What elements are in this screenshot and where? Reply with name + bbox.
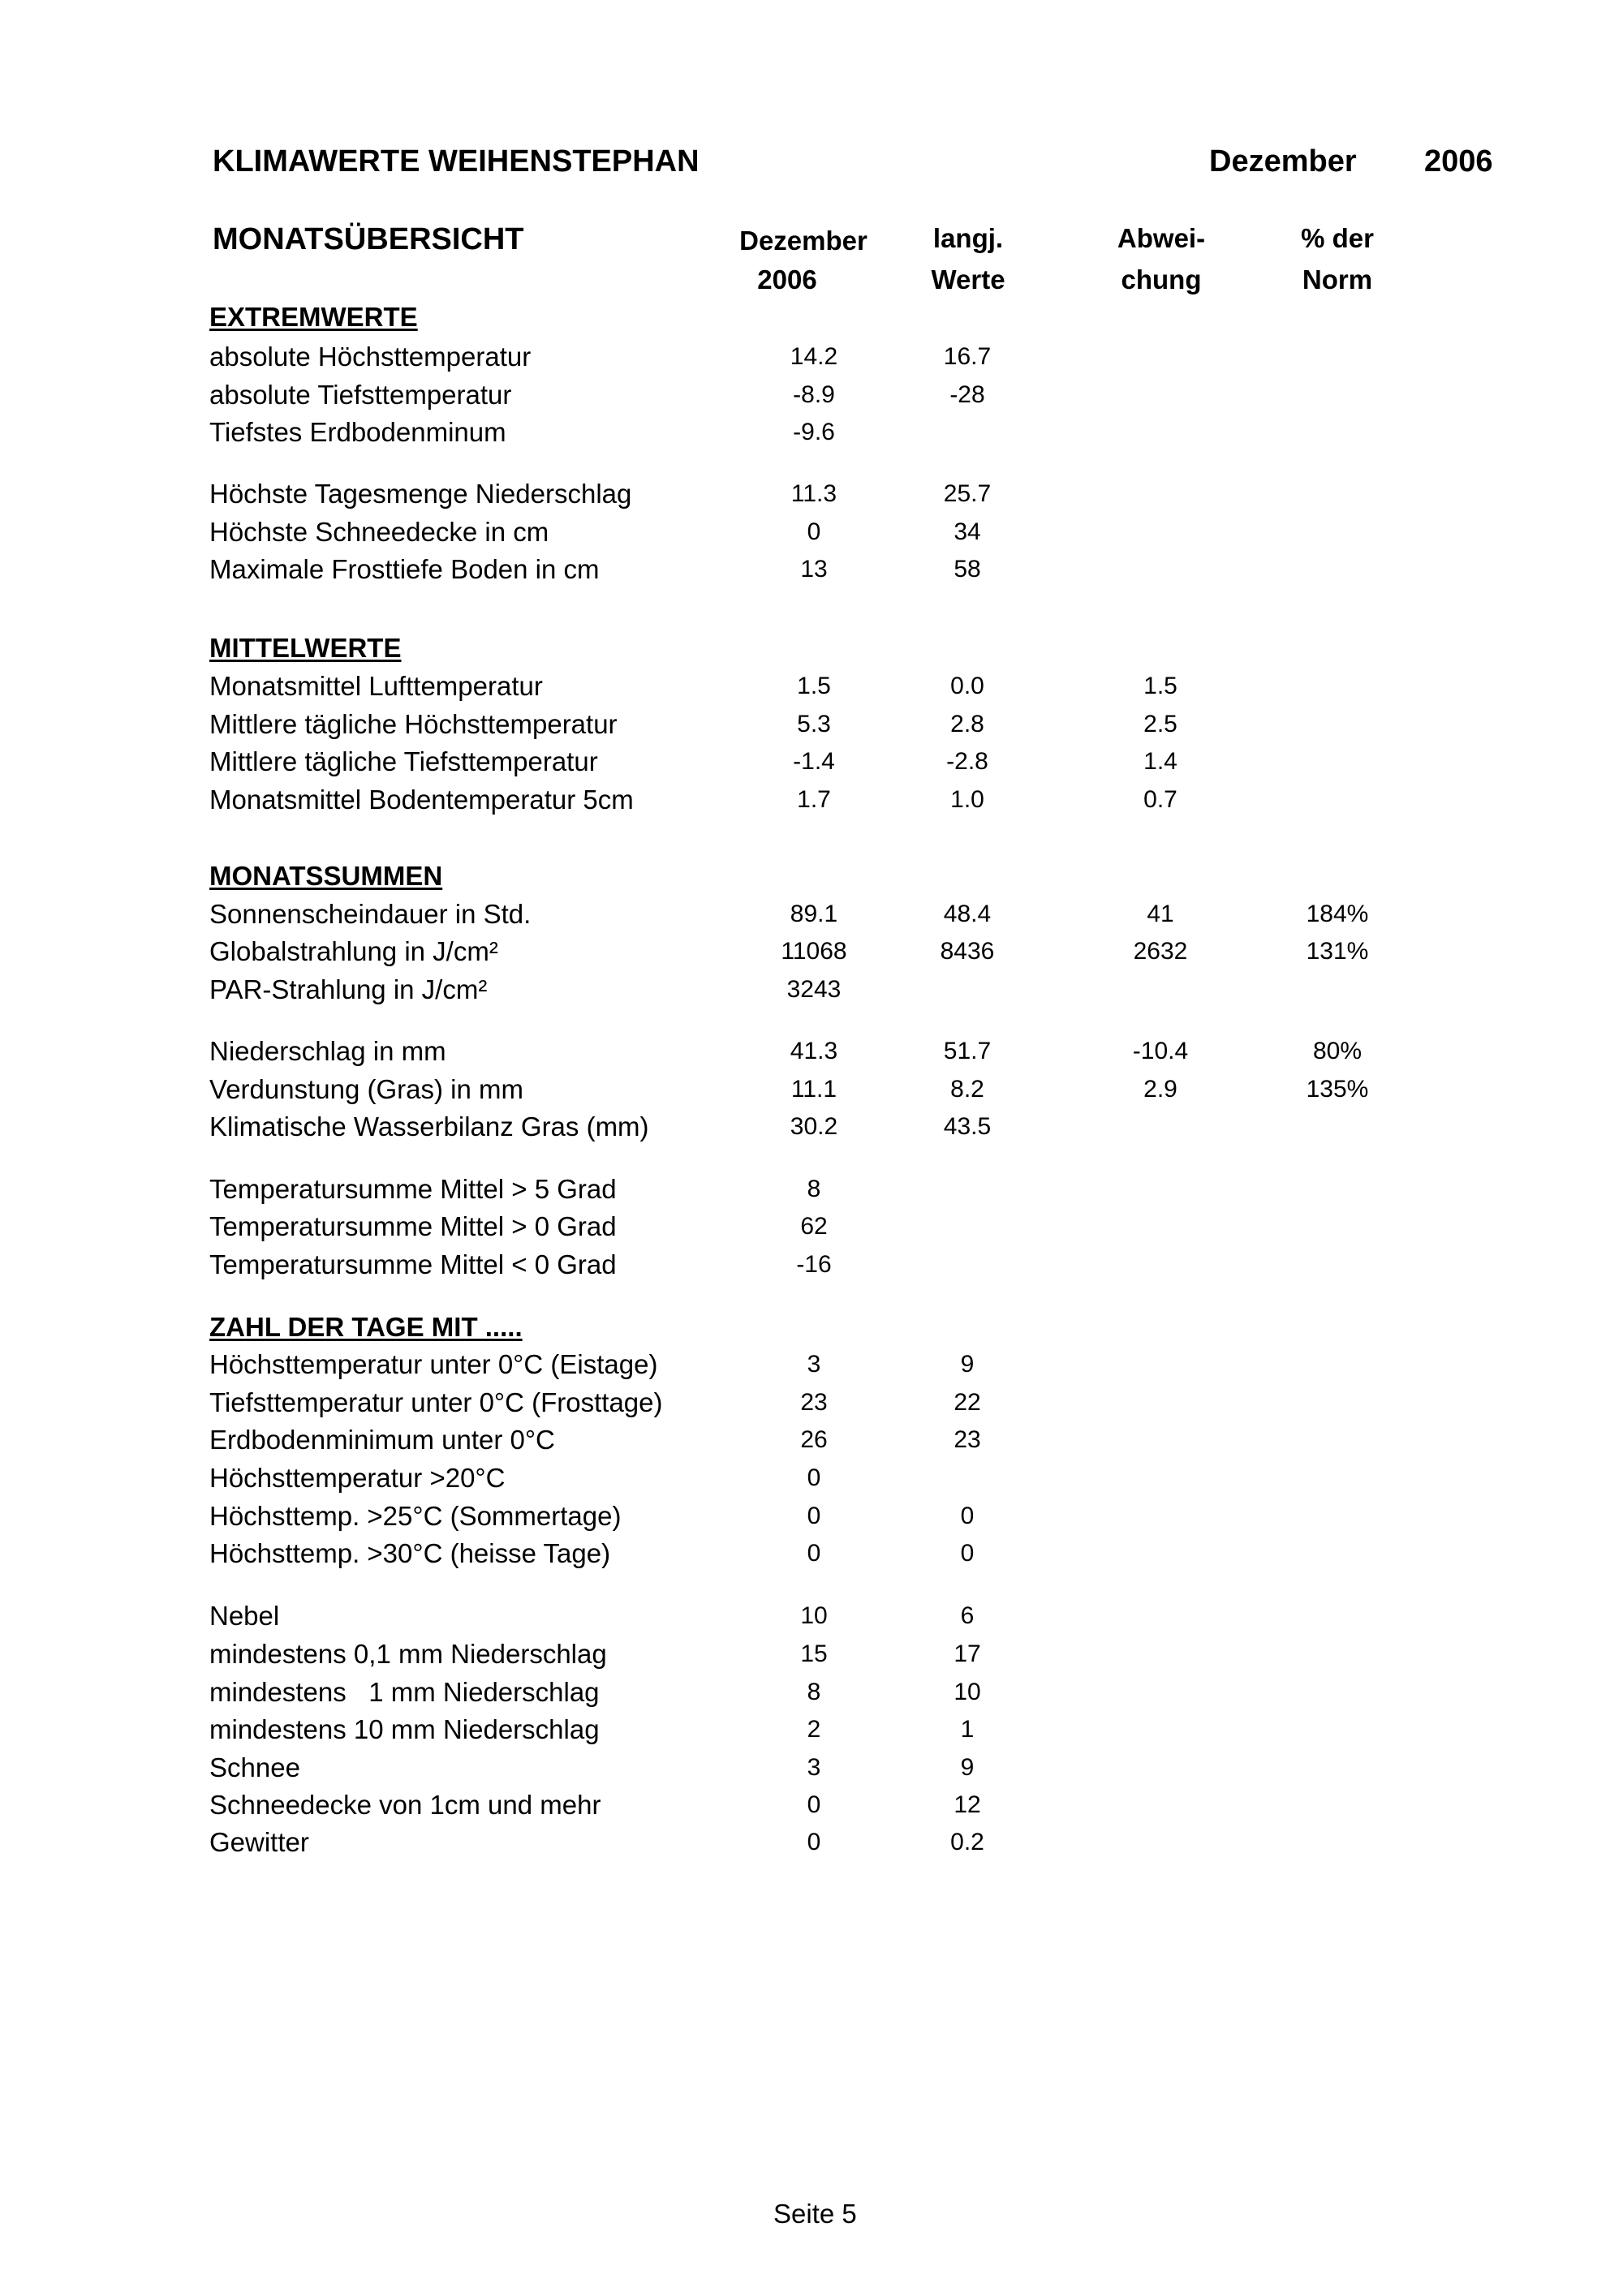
cell-v1: -16 xyxy=(796,1251,832,1278)
cell-v4: 135% xyxy=(1306,1076,1369,1103)
row-label: mindestens 1 mm Niederschlag xyxy=(209,1677,600,1707)
page-number: Seite 5 xyxy=(773,2199,857,2229)
cell-v2: 1.0 xyxy=(950,786,984,813)
cell-v1: -1.4 xyxy=(793,748,835,775)
row-label: Temperatursumme Mittel < 0 Grad xyxy=(209,1249,617,1279)
col-header-percent-line1: % der xyxy=(1301,223,1374,253)
col-header-month-line2: 2006 xyxy=(757,264,817,295)
cell-v1: 3 xyxy=(807,1351,821,1378)
row-label: Tiefsttemperatur unter 0°C (Frosttage) xyxy=(209,1387,663,1417)
section-heading: MONATSSUMMEN xyxy=(209,861,443,891)
section-heading: MITTELWERTE xyxy=(209,633,402,663)
cell-v3: 2.5 xyxy=(1143,711,1177,737)
cell-v1: 89.1 xyxy=(790,901,838,927)
row-label: Maximale Frosttiefe Boden in cm xyxy=(209,554,600,584)
cell-v2: 10 xyxy=(954,1679,981,1705)
row-label: Schnee xyxy=(209,1752,300,1782)
row-label: Höchsttemp. >30°C (heisse Tage) xyxy=(209,1538,611,1568)
cell-v2: 9 xyxy=(960,1754,975,1781)
section-heading: ZAHL DER TAGE MIT ..... xyxy=(209,1312,523,1342)
row-label: Temperatursumme Mittel > 5 Grad xyxy=(209,1174,617,1204)
col-header-longterm-line2: Werte xyxy=(931,264,1005,295)
row-label: absolute Höchsttemperatur xyxy=(209,342,532,372)
cell-v1: 30.2 xyxy=(790,1113,838,1140)
cell-v1: 0 xyxy=(807,1464,821,1491)
row-label: mindestens 0,1 mm Niederschlag xyxy=(209,1639,607,1669)
cell-v3: -10.4 xyxy=(1132,1038,1189,1064)
row-label: Höchste Tagesmenge Niederschlag xyxy=(209,479,632,509)
cell-v3: 41 xyxy=(1147,901,1174,927)
row-label: absolute Tiefsttemperatur xyxy=(209,380,512,410)
row-label: Höchsttemperatur >20°C xyxy=(209,1463,506,1493)
col-header-deviation-line1: Abwei- xyxy=(1117,223,1206,253)
cell-v4: 80% xyxy=(1312,1038,1363,1064)
cell-v1: 3 xyxy=(807,1754,821,1781)
row-label: mindestens 10 mm Niederschlag xyxy=(209,1714,600,1744)
row-label: Verdunstung (Gras) in mm xyxy=(209,1074,523,1104)
cell-v1: 0 xyxy=(807,1791,821,1818)
cell-v2: 0.0 xyxy=(950,673,984,699)
row-label: Sonnenscheindauer in Std. xyxy=(209,899,532,929)
cell-v1: 11068 xyxy=(781,938,847,965)
cell-v2: 1 xyxy=(960,1716,975,1743)
row-label: Gewitter xyxy=(209,1827,309,1857)
cell-v2: 34 xyxy=(954,518,981,545)
cell-v4: 131% xyxy=(1306,938,1369,965)
cell-v2: 25.7 xyxy=(943,480,992,507)
report-month: Dezember xyxy=(1209,144,1357,178)
page-title: KLIMAWERTE WEIHENSTEPHAN xyxy=(213,144,700,178)
row-label: Klimatische Wasserbilanz Gras (mm) xyxy=(209,1111,649,1142)
row-label: Temperatursumme Mittel > 0 Grad xyxy=(209,1211,617,1241)
cell-v3: 1.4 xyxy=(1143,748,1177,775)
row-label: Mittlere tägliche Höchsttemperatur xyxy=(209,709,618,739)
cell-v2: 51.7 xyxy=(943,1038,992,1064)
cell-v1: 41.3 xyxy=(790,1038,838,1064)
cell-v1: 10 xyxy=(800,1602,828,1629)
cell-v1: 13 xyxy=(800,556,828,583)
cell-v1: 23 xyxy=(800,1389,828,1416)
cell-v2: 8.2 xyxy=(950,1076,984,1103)
cell-v2: -28 xyxy=(949,381,985,408)
cell-v1: 0 xyxy=(807,518,821,545)
cell-v2: 17 xyxy=(954,1640,981,1667)
cell-v1: 11.1 xyxy=(790,1076,837,1103)
cell-v1: 15 xyxy=(800,1640,828,1667)
cell-v1: 26 xyxy=(800,1426,828,1453)
row-label: Höchste Schneedecke in cm xyxy=(209,517,549,547)
cell-v2: 16.7 xyxy=(943,343,992,370)
cell-v4: 184% xyxy=(1306,901,1369,927)
col-header-percent-line2: Norm xyxy=(1302,264,1373,295)
col-header-month-line1: Dezember xyxy=(739,226,867,256)
row-label: Höchsttemp. >25°C (Sommertage) xyxy=(209,1501,622,1531)
cell-v2: 6 xyxy=(960,1602,975,1629)
cell-v2: 0.2 xyxy=(950,1829,984,1855)
cell-v1: 2 xyxy=(807,1716,821,1743)
cell-v1: 0 xyxy=(807,1829,821,1855)
cell-v1: 3243 xyxy=(786,976,842,1003)
cell-v1: 1.7 xyxy=(797,786,831,813)
cell-v3: 0.7 xyxy=(1143,786,1177,813)
section-heading: EXTREMWERTE xyxy=(209,302,418,332)
row-label: Monatsmittel Lufttemperatur xyxy=(209,671,543,701)
cell-v1: 1.5 xyxy=(797,673,831,699)
row-label: Niederschlag in mm xyxy=(209,1036,446,1066)
row-label: Schneedecke von 1cm und mehr xyxy=(209,1790,601,1820)
cell-v3: 1.5 xyxy=(1143,673,1177,699)
page-subtitle: MONATSÜBERSICHT xyxy=(213,222,524,256)
row-label: PAR-Strahlung in J/cm² xyxy=(209,974,488,1004)
cell-v1: 14.2 xyxy=(790,343,838,370)
col-header-deviation-line2: chung xyxy=(1121,264,1202,295)
cell-v1: 62 xyxy=(800,1213,828,1240)
cell-v3: 2.9 xyxy=(1143,1076,1177,1103)
cell-v2: 58 xyxy=(954,556,981,583)
cell-v2: 0 xyxy=(960,1540,975,1567)
row-label: Mittlere tägliche Tiefsttemperatur xyxy=(209,746,598,776)
cell-v1: 11.3 xyxy=(790,480,837,507)
cell-v2: -2.8 xyxy=(946,748,988,775)
cell-v2: 48.4 xyxy=(943,901,992,927)
cell-v1: 8 xyxy=(807,1176,821,1202)
col-header-longterm-line1: langj. xyxy=(932,223,1004,253)
report-year: 2006 xyxy=(1424,144,1493,178)
cell-v2: 23 xyxy=(954,1426,981,1453)
cell-v2: 0 xyxy=(960,1503,975,1529)
cell-v2: 8436 xyxy=(940,938,995,965)
row-label: Erdbodenminimum unter 0°C xyxy=(209,1425,555,1455)
cell-v2: 2.8 xyxy=(950,711,984,737)
cell-v2: 9 xyxy=(960,1351,975,1378)
row-label: Höchsttemperatur unter 0°C (Eistage) xyxy=(209,1349,658,1379)
cell-v1: 5.3 xyxy=(797,711,831,737)
row-label: Nebel xyxy=(209,1601,280,1631)
cell-v1: 0 xyxy=(807,1540,821,1567)
cell-v1: -9.6 xyxy=(793,419,835,445)
cell-v2: 43.5 xyxy=(943,1113,992,1140)
row-label: Tiefstes Erdbodenminum xyxy=(209,417,506,447)
row-label: Monatsmittel Bodentemperatur 5cm xyxy=(209,785,634,815)
cell-v1: 8 xyxy=(807,1679,821,1705)
cell-v1: 0 xyxy=(807,1503,821,1529)
cell-v2: 22 xyxy=(954,1389,981,1416)
row-label: Globalstrahlung in J/cm² xyxy=(209,936,498,966)
cell-v1: -8.9 xyxy=(793,381,835,408)
cell-v2: 12 xyxy=(954,1791,981,1818)
cell-v3: 2632 xyxy=(1133,938,1188,965)
